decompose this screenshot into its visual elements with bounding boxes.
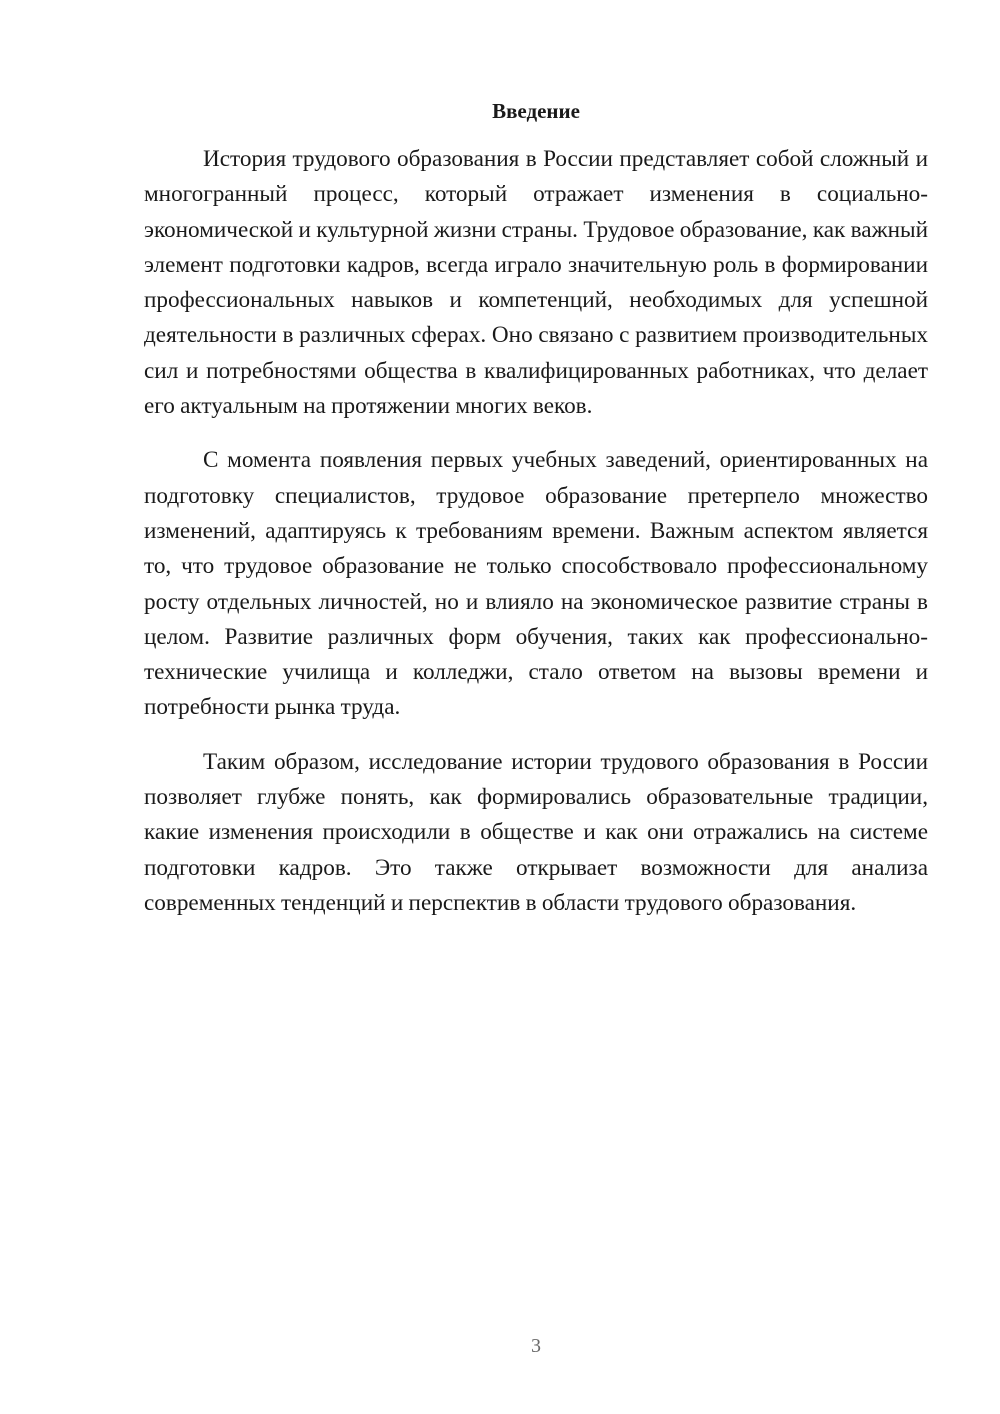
page-number: 3 [531,1335,541,1357]
body-text [144,142,928,940]
paragraph-3: Таким образом, исследование истории трудового образования в России позволяет глубже понять, как формировались образовательные традиции, какие изменения происходили в обществе и как они отражались на системе подготовки кадров. Это также открывает возможности для анализа современных тенденций и перспектив в области трудового образования. [144,748,928,916]
paragraph-1: История трудового образования в России представляет собой сложный и многогранный процесс, который отражает изменения в социально-экономической и культурной жизни страны. Трудовое образование, как важный элемент подготовки кадров, всегда играло значительную роль в формировании профессиональных навыков и компетенций, необходимых для успешной деятельности в различных сферах. Оно связано с развитием производительных сил и потребностями общества в квалифицированных работниках, что делает его актуальным на протяжении многих веков. [144,146,928,420]
paragraph-2: С момента появления первых учебных заведений, ориентированных на подготовку специалистов, трудовое образование претерпело множество изменений, адаптируясь к требованиям времени. Важным аспектом является то, что трудовое образование не только способствовало профессиональному росту отдельных личностей, но и влияло на экономическое развитие страны в целом. Развитие различных форм обучения, таких как профессионально-технические училища и колледжи, стало ответом на вызовы времени и потребности рынка труда. [144,447,928,721]
section-title: Введение [492,99,580,123]
